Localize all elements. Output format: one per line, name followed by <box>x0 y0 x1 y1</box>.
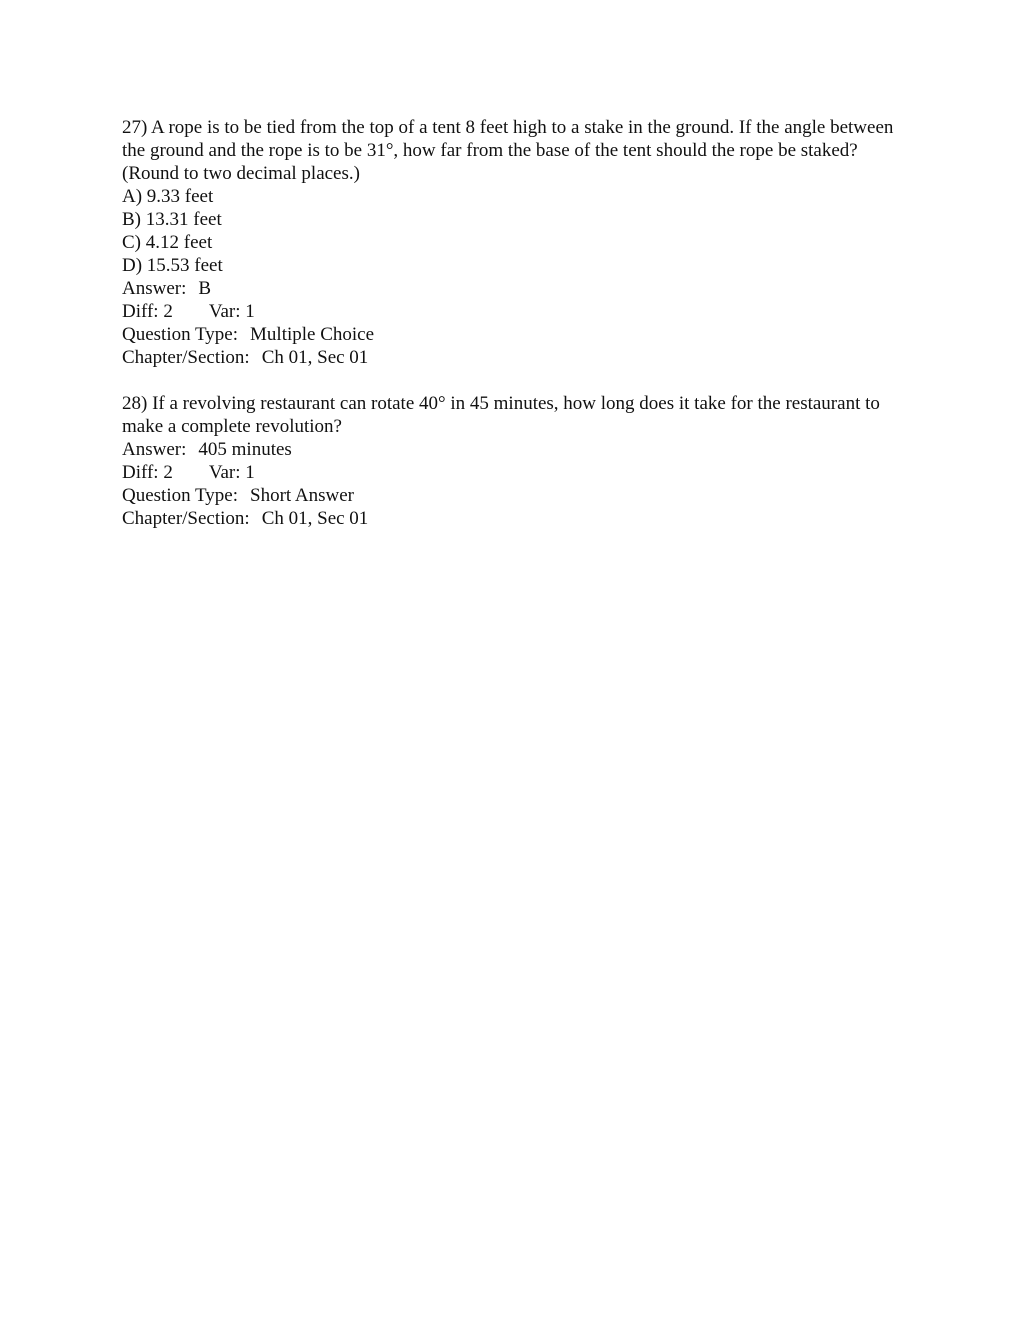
question-type-label: Question Type: <box>122 324 239 345</box>
question-text: 28) If a revolving restaurant can rotate 40° in 45 minutes, how long does it take for the restaurant to make a complete revolution? <box>122 393 880 437</box>
chapter-section-label: Chapter/Section: <box>122 508 250 529</box>
chapter-section-row <box>122 346 912 369</box>
difficulty-row <box>122 461 912 484</box>
choice-b: B) 13.31 feet <box>122 209 222 230</box>
question-type-row <box>122 323 912 346</box>
var-value: Var: 1 <box>208 301 255 322</box>
answer-label: Answer: <box>122 278 187 299</box>
chapter-section-row <box>122 507 912 530</box>
question-type-label: Question Type: <box>122 485 239 506</box>
question-type-value: Multiple Choice <box>250 324 375 345</box>
choice-a: A) 9.33 feet <box>122 186 214 207</box>
answer-value: 405 minutes <box>198 439 292 460</box>
chapter-section-value: Ch 01, Sec 01 <box>261 508 369 529</box>
choice-c: C) 4.12 feet <box>122 232 213 253</box>
diff-value: Diff: 2 <box>122 462 173 483</box>
answer-row <box>122 277 912 300</box>
question-type-value: Short Answer <box>250 485 354 506</box>
chapter-section-value: Ch 01, Sec 01 <box>261 347 369 368</box>
answer-label: Answer: <box>122 439 187 460</box>
answer-value: B <box>198 278 212 299</box>
question-27 <box>122 116 912 369</box>
chapter-section-label: Chapter/Section: <box>122 347 250 368</box>
answer-row <box>122 438 912 461</box>
var-value: Var: 1 <box>208 462 255 483</box>
question-type-row <box>122 484 912 507</box>
difficulty-row <box>122 300 912 323</box>
document-page <box>122 116 912 530</box>
choice-d: D) 15.53 feet <box>122 255 223 276</box>
question-28 <box>122 392 912 530</box>
diff-value: Diff: 2 <box>122 301 173 322</box>
question-text: 27) A rope is to be tied from the top of a tent 8 feet high to a stake in the ground. If the angle between the ground and the rope is to be 31°, how far from the base of the tent should the rope be staked? (Round to two decimal places.) <box>122 117 894 184</box>
